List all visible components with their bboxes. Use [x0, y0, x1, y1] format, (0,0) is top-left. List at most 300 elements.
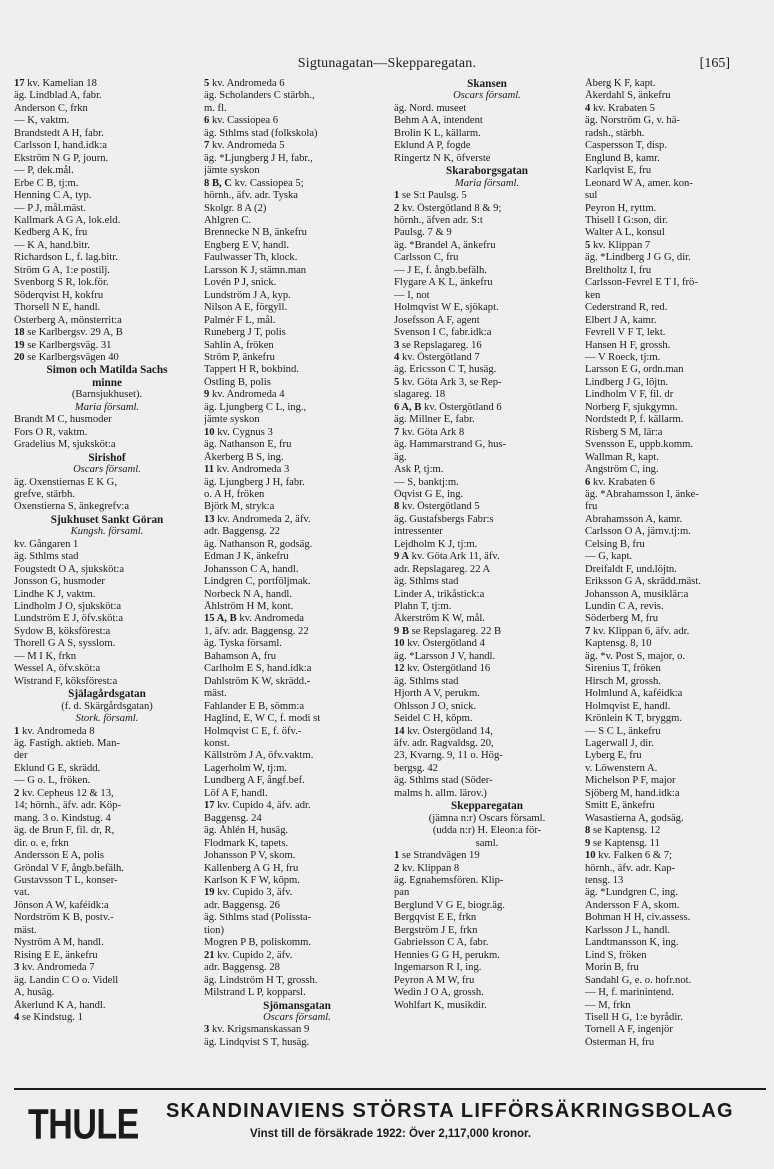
directory-line: Söderberg M, fru [585, 613, 659, 625]
directory-line: Svenson I C, fabr.idk:a [394, 327, 492, 339]
directory-line: bergsg. 42 [394, 762, 438, 774]
directory-line: Lindholm V F, fil. dr [585, 389, 674, 401]
street-heading: minne [92, 376, 122, 389]
directory-line: äg. Tyska församl. [204, 638, 282, 650]
directory-line: Lind S, fröken [585, 949, 647, 961]
directory-line: Linder A, trikåstick:a [394, 588, 485, 600]
directory-line: 5 kv. Andromeda 6 [204, 78, 285, 89]
directory-line: Peyron H, ryttm. [585, 202, 657, 214]
directory-line: äg. Sthlms stad (Söder- [394, 775, 493, 787]
directory-line: 9 A kv. Göta Ark 11, äfv. [394, 551, 500, 563]
directory-line: Wasastierna A, godsäg. [585, 812, 684, 824]
street-heading: Sjukhuset Sankt Göran [50, 513, 164, 526]
directory-line: äg. *Larsson J V, handl. [394, 650, 496, 662]
directory-line: Cederstrand R, red. [585, 302, 668, 314]
directory-line: Sandahl G, e. o. hofr.not. [585, 974, 692, 986]
directory-line: Tornell A F, ingenjör [585, 1024, 673, 1036]
directory-line: Oxenstierna S, änkegrefv:a [14, 501, 130, 513]
directory-line: Karlson K F W, köpm. [204, 875, 300, 886]
directory-line: Åhlström H M, kont. [204, 601, 294, 613]
directory-line: Flodmark K, tapets. [204, 837, 289, 849]
directory-line: Kedberg A K, fru [14, 227, 88, 239]
directory-line: Johansson A, musiklär:a [585, 588, 689, 600]
directory-line: äg. Sthlms stad (Polissta- [204, 912, 312, 924]
directory-line: 21 kv. Cupido 2, äfv. [204, 949, 293, 961]
directory-line: äg. Ljungberg J H, fabr. [204, 476, 305, 488]
directory-line: 8 B, C kv. Cassiopea 5; [204, 177, 304, 189]
directory-line: Kallenberg A G H, fru [204, 862, 299, 874]
directory-line: Carlsson I, hand.idk:a [14, 140, 107, 152]
directory-line: 2 kv. Klippan 8 [394, 862, 460, 874]
directory-line: — P, dek.mål. [14, 165, 74, 177]
directory-line: 9 kv. Andromeda 4 [204, 389, 285, 401]
directory-line: Wistrand F, köksförest:a [14, 675, 118, 687]
directory-line: Michelson P F, major [585, 775, 676, 787]
directory-line: Johansson P V, skom. [204, 850, 296, 862]
directory-line: Berglund V G E, biogr.äg. [394, 899, 505, 911]
directory-line: Sirenius T, fröken [585, 663, 661, 675]
directory-line: hörnh., äfven adr. S:t [394, 214, 483, 226]
column-2 [204, 78, 390, 1083]
directory-line: äg. Sthlms stad [14, 551, 79, 563]
directory-line: Plahn T, tj:m. [394, 601, 452, 613]
directory-line: — V Roeck, tj:m. [585, 351, 661, 363]
directory-line: äg. Ericsson C T, husäg. [394, 364, 497, 376]
directory-line: 14 kv. Östergötland 14, [394, 725, 493, 737]
directory-line: tensg. 13 [585, 875, 624, 886]
directory-line: Paulsg. 7 & 9 [394, 227, 452, 239]
directory-line: Baggensg. 24 [204, 812, 262, 824]
directory-line: Lagerholm W, tj:m. [204, 762, 287, 774]
directory-line: 18 se Karlbergsv. 29 A, B [14, 327, 123, 339]
directory-line: — J E, f. ångb.befälh. [394, 264, 487, 276]
directory-line: pan [394, 887, 410, 899]
directory-line: Behm A A, intendent [394, 115, 483, 127]
directory-line: Bohman H H, civ.assess. [585, 912, 691, 924]
directory-line: Andersson E A, polis [14, 850, 105, 862]
directory-line: äg. Egnahemsfören. Klip- [394, 875, 504, 886]
directory-line: Larsson E G, ordn.man [585, 364, 684, 376]
directory-line: äg. Gustafsbergs Fabr:s [394, 513, 494, 525]
directory-line: sul [585, 190, 598, 202]
directory-line: Landtmansson K, ing. [585, 937, 679, 949]
directory-line: Brennecke N B, änkefru [204, 227, 307, 239]
directory-line: — M I K, frkn [14, 650, 77, 662]
directory-line: 1 se S:t Paulsg. 5 [394, 190, 467, 202]
directory-line: Haglind, E, W C, f. modi st [204, 713, 321, 725]
directory-line: Abrahamsson A, kamr. [585, 513, 683, 525]
directory-line: Oscars församl. [263, 1011, 331, 1023]
directory-line: äg. de Brun F, fil. dr, R, [14, 825, 115, 837]
directory-line: äg. Sthlms stad [394, 675, 459, 687]
directory-line: äg. *Abrahamsson I, änke- [585, 488, 699, 500]
directory-line: Wessel A, öfv.sköt:a [14, 663, 101, 675]
directory-line: Löf A F, handl. [204, 787, 268, 799]
directory-line: Celsing B, fru [585, 538, 645, 550]
page-number: [165] [699, 56, 730, 71]
directory-line: adr. Repslagareg. 22 A [394, 563, 491, 575]
directory-line: äg. Nord. museet [394, 102, 467, 114]
directory-line: Kaptensg. 8, 10 [585, 638, 652, 650]
directory-line: Holmqvist W E, sjökapt. [394, 302, 499, 314]
directory-line: Eklund G E, skrädd. [14, 762, 101, 774]
directory-line: Svenborg S R, lok.för. [14, 277, 109, 289]
directory-line: äg. Sthlms stad [394, 576, 459, 588]
directory-line: Gradelius M, sjuksköt:a [14, 439, 116, 451]
directory-line: Ahlgren C. [204, 214, 252, 226]
directory-line: Bergström J E, frkn [394, 924, 478, 936]
directory-line: äg. Ljungberg C L, ing., [204, 401, 307, 413]
directory-line: 12 kv. Östergötland 16 [394, 663, 491, 675]
directory-line: Lagerwall J, dir. [585, 738, 654, 750]
directory-line: Faulwasser Th, klock. [204, 252, 298, 264]
directory-line: mang. 3 o. Kindstug. 4 [14, 812, 111, 824]
directory-line: jämte syskon [204, 165, 260, 177]
directory-line: 4 kv. Östergötland 7 [394, 351, 480, 363]
advertisement-footer [0, 1095, 774, 1147]
directory-line: Josefsson A F, agent [394, 314, 480, 326]
directory-line: (Barnsjukhuset). [71, 389, 143, 401]
directory-line: Ekström N G P, journ. [14, 152, 109, 164]
directory-line: Hennies G G H, perukm. [394, 949, 500, 961]
directory-line: Åkerström K W, mål. [394, 613, 485, 625]
directory-line: Nordstedt P, f. källarm. [585, 414, 684, 426]
directory-line: Lundström E J, öfv.sköt:a [14, 613, 124, 625]
directory-line: Johansson C A, handl. [204, 563, 299, 575]
directory-line: Fahlander E B, sömm:a [204, 700, 305, 712]
street-heading: Skepparegatan [451, 800, 523, 813]
directory-line: Brandt M C, husmoder [14, 414, 112, 426]
directory-line: Palmér F L, mål. [204, 314, 276, 326]
directory-line: äg. Hammarstrand G, hus- [394, 439, 507, 451]
directory-line: Östling B, polis [204, 376, 271, 388]
directory-line: Elbert J A, kamr. [585, 314, 657, 326]
directory-line: saml. [475, 837, 499, 849]
directory-line: konst. [204, 738, 230, 750]
directory-line: — P J, mål.mäst. [14, 202, 86, 214]
directory-line: Englund B, kamr. [585, 152, 660, 164]
directory-line: A, husäg. [14, 987, 55, 999]
directory-line: 3 se Repslagareg. 16 [394, 339, 482, 351]
directory-line: Risberg S M, lär:a [585, 426, 663, 438]
directory-line: Wedin J O A, grossh. [394, 987, 484, 999]
directory-line: Fevrell V F T, lekt. [585, 327, 666, 339]
directory-line: Lundin C A, revis. [585, 601, 664, 613]
directory-line: Åberg K F, kapt. [585, 78, 656, 89]
directory-line: Maria församl. [454, 177, 520, 189]
directory-line: Lovén P J, snick. [204, 277, 277, 289]
directory-line: Nyström A M, handl. [14, 937, 104, 949]
directory-line: Åkerlund K A, handl. [14, 999, 106, 1011]
directory-line: v. Löwenstern A. [585, 762, 658, 774]
directory-line: Thorsell N E, handl. [14, 302, 101, 314]
directory-line: 3 kv. Krigsmanskassan 9 [204, 1024, 310, 1036]
directory-line: Ohlsson J O, snick. [394, 700, 477, 712]
directory-line: 4 se Kindstug. 1 [14, 1011, 83, 1023]
directory-line: (jämna n:r) Oscars församl. [428, 812, 546, 824]
directory-line: 5 kv. Klippan 7 [585, 239, 651, 251]
directory-line: intressenter [394, 526, 443, 538]
street-heading: Skansen [467, 78, 507, 90]
directory-line: vat. [14, 887, 30, 899]
directory-line: — S, banktj:m. [394, 476, 459, 488]
directory-line: äg. *Lindberg J G G, dir. [585, 252, 691, 264]
directory-line: Smitt E, änkefru [585, 800, 655, 812]
directory-line: äg. Scholanders C stärbh., [204, 90, 315, 102]
directory-line: 14; hörnh., äfv. adr. Köp- [14, 800, 121, 812]
directory-line: äg. Fastigh. aktieb. Man- [14, 738, 120, 750]
footer-insurance-note: Vinst till de försäkrade 1922: Över 2,117,000 kronor. [250, 1128, 532, 1140]
directory-line: Ström P, änkefru [204, 351, 275, 363]
directory-line: (udda n:r) H. Eleon:a för- [432, 825, 542, 837]
directory-line: Lindberg J G, löjtn. [585, 376, 669, 388]
directory-line: ken [585, 289, 601, 301]
directory-line: Walter A L, konsul [585, 227, 665, 239]
directory-line: — M, frkn [585, 999, 631, 1011]
directory-line: 15 A, B kv. Andromeda [204, 613, 304, 625]
directory-line: Lundström J A, kyp. [204, 289, 291, 301]
directory-line: äg. Millner E, fabr. [394, 414, 475, 426]
directory-line: adr. Baggensg. 28 [204, 962, 280, 974]
directory-line: Nordström K B, postv.- [14, 912, 114, 924]
directory-line: Ingemarson R I, ing. [394, 962, 482, 974]
directory-line: Karlsson J L, handl. [585, 924, 671, 936]
directory-line: Larsson K J, stämn.man [204, 264, 307, 276]
directory-line: Jönson A W, kaféidk:a [14, 899, 109, 911]
directory-line: Hjorth A V, perukm. [394, 688, 480, 700]
directory-line: Bahamson A, fru [204, 650, 277, 662]
column-4 [585, 78, 769, 1083]
directory-line: — S C L, änkefru [585, 725, 661, 737]
directory-line: 19 se Karlbergsväg. 31 [14, 339, 112, 351]
directory-line: Tisell H G, 1:e byrådir. [585, 1011, 683, 1023]
directory-line: 20 se Karlbergsvägen 40 [14, 351, 119, 363]
directory-line: Öqvist G E, ing. [394, 488, 464, 500]
directory-line: Eklund A P, fogde [394, 140, 471, 152]
directory-line: äg. *v. Post S, major, o. [585, 650, 686, 662]
directory-line: Erbe C B, tj:m. [14, 177, 79, 189]
directory-line: 6 A, B kv. Östergötland 6 [394, 401, 502, 413]
directory-line: äg. Landin C O o. Videll [14, 974, 119, 986]
directory-line: Carlsson O A, järnv.tj:m. [585, 526, 691, 538]
directory-line: Ångström C, ing. [585, 464, 659, 476]
directory-line: Lejdholm K J, tj:m. [394, 538, 478, 550]
directory-line: dir. o. e, frkn [14, 837, 69, 849]
directory-line: 8 se Kaptensg. 12 [585, 825, 661, 837]
directory-line: Tappert H R, bokbind. [204, 364, 299, 376]
directory-line: Richardson L, f. lag.bitr. [14, 252, 118, 264]
directory-line: Norbeck N A, handl. [204, 588, 292, 600]
directory-line: Seidel C H, köpm. [394, 713, 473, 725]
directory-line: Fougstedt O A, sjuksköt:a [14, 563, 125, 575]
directory-line: Breltholtz I, fru [585, 264, 652, 276]
directory-line: tion) [204, 924, 225, 936]
directory-line: 5 kv. Göta Ark 3, se Rep- [394, 376, 502, 388]
directory-line: äg. *Ljungberg J H, fabr., [204, 152, 313, 164]
directory-line: hörnh., äfv. adr. Tyska [204, 190, 298, 202]
directory-line: Gabrielsson C A, fabr. [394, 937, 489, 949]
directory-line: äg. *Lundgren C, ing. [585, 887, 678, 899]
directory-line: Engberg E V, handl. [204, 239, 290, 251]
directory-line: Källström J A, öfv.vaktm. [204, 750, 314, 762]
directory-line: hörnh., äfv. adr. Kap- [585, 862, 676, 874]
directory-line: — K A, hand.bitr. [14, 239, 90, 251]
directory-line: adr. Baggensg. 22 [204, 526, 280, 538]
directory-line: äg. Lindström H T, grossh. [204, 974, 318, 986]
directory-line: Flygare A K L, änkefru [394, 277, 493, 289]
directory-line: adr. Baggensg. 26 [204, 899, 280, 911]
directory-line: äg. Oxenstiernas E K G, [14, 476, 117, 488]
directory-line: Carlsson C, fru [394, 252, 459, 264]
street-heading: Sjömansgatan [263, 999, 331, 1012]
street-heading: Själagårdsgatan [68, 688, 146, 701]
directory-line: o. A H, fröken [204, 488, 265, 500]
directory-line: 6 kv. Krabaten 6 [585, 476, 655, 488]
directory-line: 1, äfv. adr. Baggensg. 22 [204, 625, 309, 637]
directory-line: 4 kv. Krabaten 5 [585, 102, 655, 114]
directory-line: äg. Åhlén H, husäg. [204, 825, 289, 837]
directory-line: fru [585, 501, 598, 513]
directory-line: Rising E E, änkefru [14, 949, 98, 961]
directory-line: Lindgren C, portföljmak. [204, 576, 311, 588]
column-3 [394, 78, 580, 1083]
directory-line: Kallmark A G A, lok.eld. [14, 214, 121, 226]
directory-line: Hansen H F, grossh. [585, 339, 671, 351]
directory-line: Ström G A, 1:e postilj. [14, 264, 110, 276]
directory-line: Thorell G A S, sysslom. [14, 638, 116, 650]
directory-line: 9 B se Repslagareg. 22 B [394, 625, 502, 637]
directory-line: Nilson A E, förgyll. [204, 302, 288, 314]
directory-line: malms h. allm. lärov.) [394, 787, 487, 799]
footer-brand: THULE [28, 1101, 139, 1149]
directory-line: — K, vaktm. [14, 115, 70, 127]
footer-rule [14, 1088, 766, 1090]
directory-line: mäst. [204, 688, 227, 700]
directory-line: Wallman R, kapt. [585, 451, 659, 463]
directory-line: Svensson E, uppb.komm. [585, 439, 694, 451]
directory-line: grefve, stärbh. [14, 488, 75, 500]
directory-line: Sjöberg M, hand.idk:a [585, 787, 680, 799]
directory-line: Sahlin A, fröken [204, 339, 274, 351]
directory-line: Jonsson G, husmoder [14, 576, 105, 588]
directory-line: 7 kv. Göta Ark 8 [394, 426, 465, 438]
directory-line: Milstrand L P, kopparsl. [204, 987, 306, 999]
directory-line: 7 kv. Klippan 6, äfv. adr. [585, 625, 690, 637]
directory-line: Ringertz N K, öfverste [394, 152, 491, 164]
directory-line: slagareg. 18 [394, 389, 446, 401]
page-title: Sigtunagatan—Skepparegatan. [297, 56, 477, 71]
directory-line: Gröndal V F, ångb.befälh. [14, 862, 124, 874]
directory-line: 10 kv. Östergötland 4 [394, 638, 485, 650]
directory-line: Runeberg J T, polis [204, 327, 286, 339]
directory-line: Carlholm E S, hand.idk:a [204, 663, 312, 675]
directory-line: äfv. adr. Ragvaldsg. 20, [394, 738, 494, 750]
directory-line: Mogren P B, poliskomm. [204, 937, 312, 949]
directory-line: Brolin K L, källarm. [394, 127, 481, 139]
directory-line: jämte syskon [204, 414, 260, 426]
directory-line: Holmqvist E, handl. [585, 700, 671, 712]
directory-line: Krönlein K T, bryggm. [585, 713, 682, 725]
directory-line: Sydow B, köksförest:a [14, 625, 111, 637]
directory-line: 6 kv. Cassiopea 6 [204, 115, 279, 127]
directory-line: Bergqvist E E, frkn [394, 912, 477, 924]
directory-line: Åkerberg B S, ing. [204, 451, 284, 463]
directory-line: 3 kv. Andromeda 7 [14, 962, 95, 974]
directory-line: der [14, 750, 28, 762]
directory-line: — I, not [394, 289, 430, 301]
page-header [0, 56, 774, 76]
directory-line: äg. Norström G, v. hä- [585, 115, 680, 127]
directory-line: Anderson C, frkn [14, 102, 88, 114]
directory-line: — G o. L, fröken. [14, 775, 91, 787]
directory-line: Björk M, stryk:a [204, 501, 275, 513]
directory-line: Maria församl. [74, 401, 140, 413]
directory-line: äg. Lindqvist S T, husäg. [204, 1036, 310, 1048]
directory-line: 2 kv. Cepheus 12 & 13, [14, 787, 114, 799]
directory-line: äg. Nathanson R, godsäg. [204, 538, 313, 550]
directory-line: Henning C A, typ. [14, 190, 92, 202]
directory-line: 2 kv. Östergötland 8 & 9; [394, 202, 502, 214]
directory-line: Eriksson G A, skrädd.mäst. [585, 576, 701, 588]
directory-line: (f. d. Skärgårdsgatan) [61, 700, 153, 712]
directory-line: radsh., stärbh. [585, 127, 645, 139]
directory-line: 17 kv. Kamelian 18 [14, 78, 97, 89]
street-heading: Skaraborgsgatan [445, 165, 529, 178]
directory-line: Fors O R, vaktm. [14, 426, 88, 438]
directory-line: 10 kv. Falken 6 & 7; [585, 850, 672, 862]
directory-line: mäst. [14, 924, 37, 936]
directory-line: kv. Gångaren 1 [14, 538, 79, 550]
directory-line: Lindhe K J, vaktm. [14, 588, 96, 600]
directory-line: Andersson F A, skom. [585, 899, 680, 911]
directory-line: Oscars församl. [453, 90, 521, 102]
directory-line: 9 se Kaptensg. 11 [585, 837, 660, 849]
directory-columns [14, 78, 766, 1083]
directory-line: Söderqvist H, kokfru [14, 289, 104, 301]
directory-line: — G, kapt. [585, 551, 633, 563]
directory-line: Åkerdahl S, änkefru [585, 90, 671, 102]
directory-line: 1 se Strandvägen 19 [394, 850, 480, 862]
directory-line: Dreifaldt F, und.löjtn. [585, 563, 677, 575]
directory-line: Caspersson T, disp. [585, 140, 668, 152]
directory-line: Leonard W A, amer. kon- [585, 177, 693, 189]
directory-line: 13 kv. Andromeda 2, äfv. [204, 513, 311, 525]
directory-line: Norberg F, sjukgymn. [585, 401, 678, 413]
directory-line: Brandstedt A H, fabr. [14, 127, 104, 139]
directory-line: 1 kv. Andromeda 8 [14, 725, 95, 737]
directory-line: Kungsh. församl. [70, 526, 144, 538]
footer-slogan: SKANDINAVIENS STÖRSTA LIFFÖRSÄKRINGSBOLAG [166, 1100, 734, 1122]
column-1 [14, 78, 200, 1083]
directory-line: Skolgr. 8 A (2) [204, 202, 267, 214]
directory-line: Morin B, fru [585, 962, 639, 974]
directory-line: Ask P, tj:m. [394, 464, 444, 476]
directory-line: äg. *Brandel A, änkefru [394, 239, 496, 251]
directory-line: Lyberg E, fru [585, 750, 642, 762]
directory-line: Oscars församl. [73, 464, 141, 476]
directory-line: Dahlström K W, skrädd.- [204, 675, 311, 687]
directory-line: äg. Lindblad A, fabr. [14, 90, 102, 102]
directory-line: Karlqvist E, fru [585, 165, 652, 177]
directory-line: Edman J K, änkefru [204, 551, 289, 563]
directory-line: 17 kv. Cupido 4, äfv. adr. [204, 800, 311, 812]
directory-line: 10 kv. Cygnus 3 [204, 426, 273, 438]
directory-line: Österman H, fru [585, 1036, 655, 1048]
directory-line: Österberg A, mönsterrit:a [14, 314, 122, 326]
directory-line: Lundberg A F, ångf.bef. [204, 775, 305, 787]
directory-line: 19 kv. Cupido 3, äfv. [204, 887, 293, 899]
directory-line: 23, Kvarng. 9, 11 o. Hög- [394, 750, 503, 762]
